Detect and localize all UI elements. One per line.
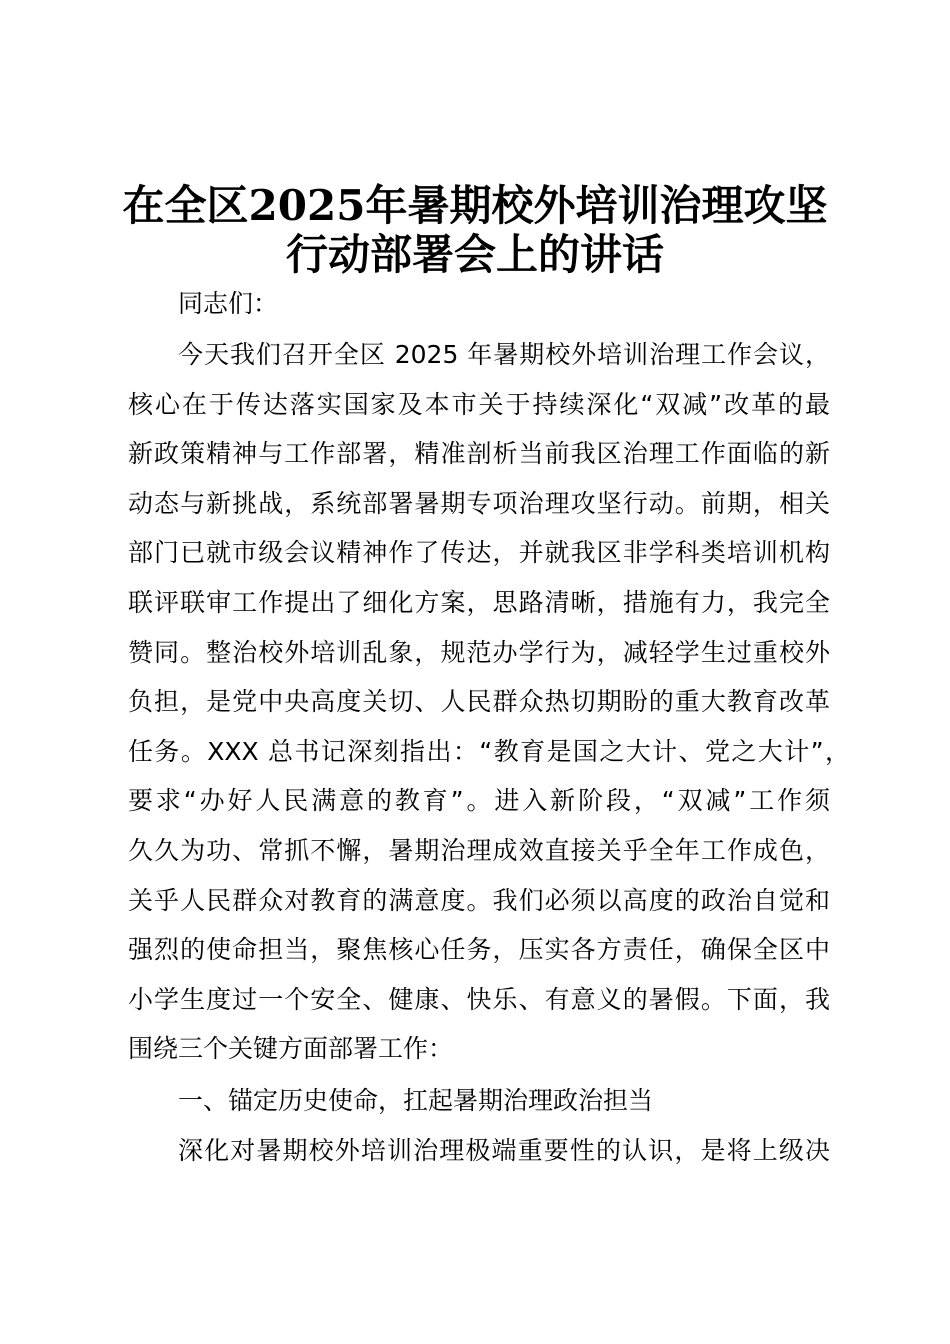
paragraph-1-line-2: 核心在于传达落实国家及本市关于持续深化“双减”改革的最 — [128, 390, 830, 419]
paragraph-1-line-9: 任务。XXX 总书记深刻指出：“教育是国之大计、党之大计”， — [128, 737, 850, 766]
paragraph-1-line-13: 强烈的使命担当，聚焦核心任务，压实各方责任，确保全区中 — [128, 935, 830, 964]
paragraph-1-line-7: 赞同。整治校外培训乱象，规范办学行为，减轻学生过重校外 — [128, 638, 830, 667]
paragraph-1-line-14: 小学生度过一个安全、健康、快乐、有意义的暑假。下面，我 — [128, 985, 830, 1014]
paragraph-1-line-11: 久久为功、常抓不懈，暑期治理成效直接关乎全年工作成色， — [128, 836, 830, 865]
document-title-line-2: 行动部署会上的讲话 — [285, 230, 664, 279]
document-title-line-1: 在全区2025年暑期校外培训治理攻坚 — [122, 181, 828, 230]
greeting: 同志们： — [178, 289, 279, 318]
paragraph-1-line-6: 联评联审工作提出了细化方案，思路清晰，措施有力，我完全 — [128, 588, 830, 617]
section-heading-1: 一、锚定历史使命，扛起暑期治理政治担当 — [178, 1086, 654, 1115]
paragraph-1-line-8: 负担，是党中央高度关切、人民群众热切期盼的重大教育改革 — [128, 687, 830, 716]
paragraph-1-line-10: 要求“办好人民满意的教育”。进入新阶段，“双减”工作须 — [128, 786, 830, 815]
paragraph-1-line-1: 今天我们召开全区 2025 年暑期校外培训治理工作会议， — [178, 340, 830, 369]
paragraph-1-line-4: 动态与新挑战，系统部署暑期专项治理攻坚行动。前期，相关 — [128, 489, 830, 518]
paragraph-2-line-1: 深化对暑期校外培训治理极端重要性的认识，是将上级决 — [178, 1136, 830, 1165]
paragraph-1-line-5: 部门已就市级会议精神作了传达，并就我区非学科类培训机构 — [128, 538, 830, 567]
paragraph-1-line-12: 关乎人民群众对教育的满意度。我们必须以高度的政治自觉和 — [128, 886, 830, 915]
paragraph-1-line-3: 新政策精神与工作部署，精准剖析当前我区治理工作面临的新 — [128, 439, 830, 468]
paragraph-1-line-15: 围绕三个关键方面部署工作： — [128, 1034, 454, 1063]
